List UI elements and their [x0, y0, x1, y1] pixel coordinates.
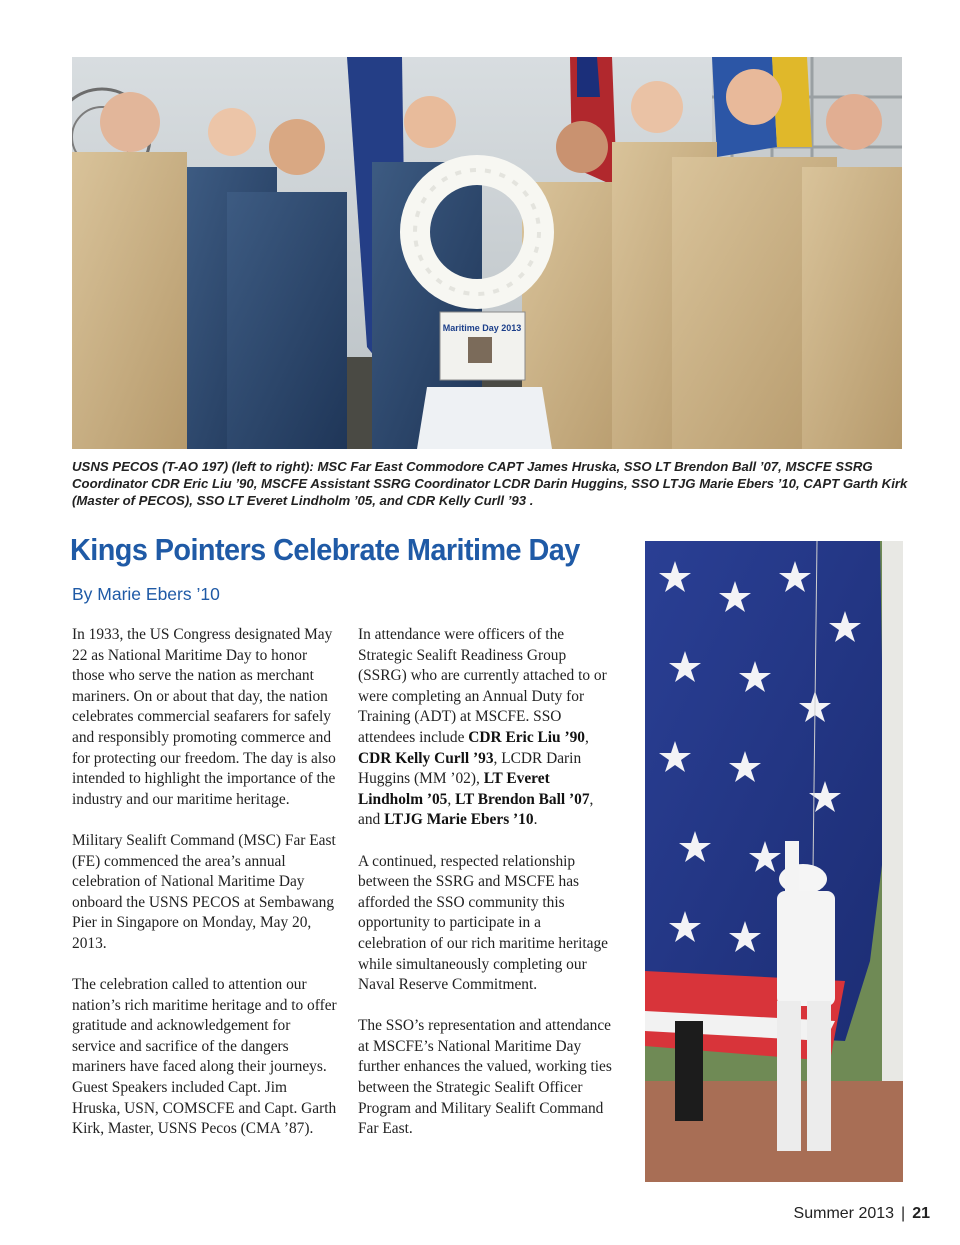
photo-caption: USNS PECOS (T-AO 197) (left to right): MSC Far East Commodore CAPT James Hruska, SSO LT Brendon Ball ’07, MSCFE SSRG Coordinator CDR Eric Liu ’90, MSCFE Assistant SSRG Coordinator LCDR Darin Huggins, SSO LTJG Marie Ebers ’10, CAPT Garth Kirk (Master of PECOS), SSO LT Everet Lindholm ’05, and CDR Kelly Curll ’93 .	[72, 459, 908, 508]
text-run: In attendance were officers of the Strategic Sealift Readiness Group (SSRG) who are currently attached to or were completing an Annual Duty for Training (ADT) at MSCFE. SSO attendees include	[358, 626, 607, 746]
attendee-name: CDR Kelly Curll ’93	[358, 749, 494, 767]
article-byline: By Marie Ebers ’10	[72, 584, 220, 604]
attendee-name: LT Everet Lindholm ’05	[358, 770, 550, 808]
flag-raising-photo	[645, 541, 903, 1182]
article-paragraph: In 1933, the US Congress designated May 22 as National Maritime Day to honor those who serve the nation as merchant mariners. On or about that day, the nation celebrates commercial seafarers for safely and responsibly promoting commerce and for protecting our freedom. The day is also intended to highlight the importance of the industry and our maritime heritage.	[72, 626, 336, 808]
text-run: , and	[358, 790, 594, 829]
article-paragraph: The celebration called to attention our nation’s rich maritime heritage and to offer gratitude and acknowledgement for service and sacrifice of the dangers mariners have faced along their journeys. Guest Speakers included Capt. Jim Hruska, USN, COMSCFE and Capt. Garth Kirk, Master, USNS Pecos (CMA ’87).	[72, 976, 337, 1138]
attendee-name: CDR Eric Liu ’90	[468, 728, 585, 746]
attendee-name: LTJG Marie Ebers ’10	[384, 811, 534, 829]
attendee-name: LT Brendon Ball ’07	[455, 790, 590, 808]
group-photo-icon	[72, 57, 902, 449]
article-column-1	[72, 625, 337, 1160]
text-run: ,	[447, 790, 456, 808]
issue-label: Summer 2013	[793, 1205, 895, 1222]
flag-raising-photo-icon	[645, 541, 903, 1182]
article-paragraph: Military Sealift Command (MSC) Far East (FE) commenced the area’s annual celebration of National Maritime Day onboard the USNS PECOS at Sembawang Pier in Singapore on Monday, May 20, 2013.	[72, 831, 336, 952]
group-photo	[72, 57, 902, 449]
footer-separator: |	[901, 1205, 906, 1222]
text-run: .	[533, 811, 538, 829]
article-paragraph: A continued, respected relationship between the SSRG and MSCFE has afforded the SSO community this opportunity to participate in a celebration of our rich maritime heritage while simultaneously completing our Naval Reserve Commitment.	[358, 852, 608, 994]
article-column-2	[358, 625, 613, 1160]
article-paragraph: The SSO’s representation and attendance at MSCFE’s National Maritime Day further enhances the valued, working ties between the Strategic Sealift Officer Program and Military Sealift Command Far East.	[358, 1017, 612, 1138]
article-title: Kings Pointers Celebrate Maritime Day	[70, 532, 580, 567]
page-number: 21	[912, 1205, 930, 1222]
text-run: , LCDR Darin Huggins (MM ’02),	[358, 749, 582, 788]
article-paragraph	[358, 625, 613, 831]
text-run: ,	[584, 728, 589, 746]
wreath-sign-title: Maritime Day 2013	[442, 323, 522, 333]
page-footer	[794, 1205, 930, 1223]
